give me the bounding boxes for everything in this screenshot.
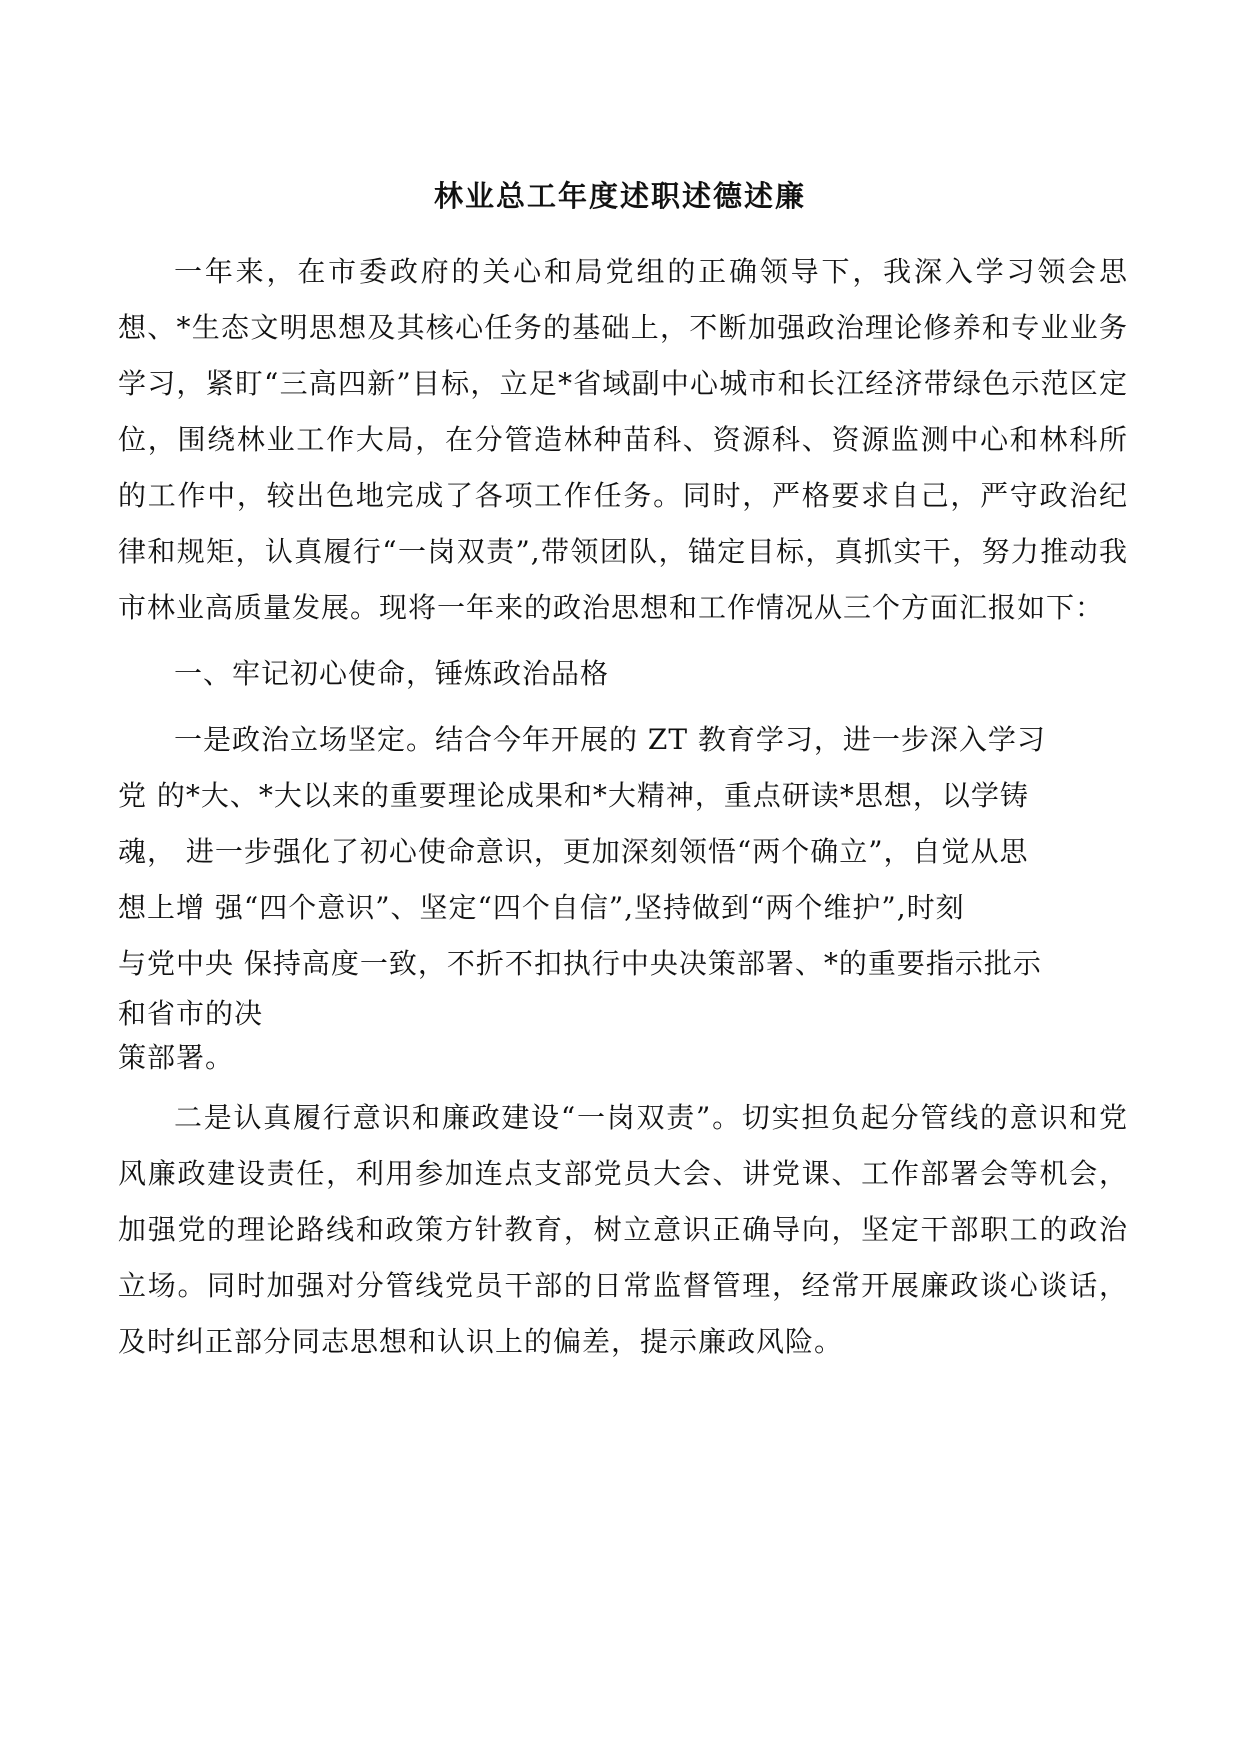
paragraph-line: 与党中央 保持高度一致，不折不扣执行中央决策部署、*的重要指示批示 [118,947,1042,980]
document-title: 林业总工年度述职述德述廉 [433,179,806,213]
paragraph-line: 和省市的决 [118,997,264,1030]
paragraph-line: 一是政治立场坚定。结合今年开展的 ZT 教育学习，进一步深入学习 [174,723,1046,756]
section-heading-1: 一、牢记初心使命，锤炼政治品格 [174,657,610,690]
paragraph-intro: 一年来，在市委政府的关心和局党组的正确领导下，我深入学习领会思想、*生态文明思想及其核心任务的基础上，不断加强政治理论修养和专业业务学习，紧盯“三高四新”目标，立足*省域副中心城市和长江经济带绿色示范区定位，围绕林业工作大局，在分管造林种苗科、资源科、资源监测中心和林科所的工作中，较出色地完成了各项工作任务。同时，严格要求自己，严守政治纪律和规矩，认真履行“一岗双责”,带领团队，锚定目标，真抓实干，努力推动我市林业高质量发展。现将一年来的政治思想和工作情况从三个方面汇报如下： [118,255,1128,624]
paragraph-line: 魂， 进一步强化了初心使命意识，更加深刻领悟“两个确立”，自觉从思 [118,835,1029,868]
paragraph-responsibility: 二是认真履行意识和廉政建设“一岗双责”。切实担负起分管线的意识和党风廉政建设责任，利用参加连点支部党员大会、讲党课、工作部署会等机会，加强党的理论路线和政策方针教育，树立意识正确导向，坚定干部职工的政治立场。同时加强对分管线党员干部的日常监督管理，经常开展廉政谈心谈话，及时纠正部分同志思想和认识上的偏差，提示廉政风险。 [118,1101,1128,1358]
paragraph-political-stance [118,712,1128,1036]
document-body [118,244,1128,1370]
paragraph-line: 党 的*大、*大以来的重要理论成果和*大精神，重点研读*思想，以学铸 [118,779,1029,812]
paragraph-tail: 策部署。 [118,1041,235,1074]
paragraph-line: 想上增 强“四个意识”、坚定“四个自信”,坚持做到“两个维护”,时刻 [118,891,965,924]
